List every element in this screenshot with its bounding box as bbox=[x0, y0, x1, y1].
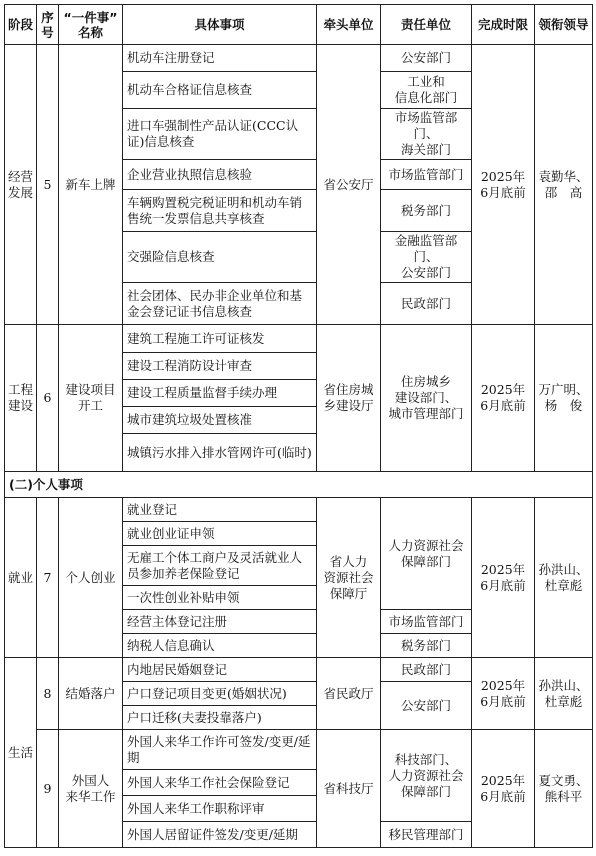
item-cell: 经营主体登记注册 bbox=[123, 610, 317, 634]
item-cell: 企业营业执照信息核验 bbox=[123, 160, 317, 190]
item-cell: 纳税人信息确认 bbox=[123, 634, 317, 658]
resp-cell: 市场监管部门 bbox=[381, 610, 472, 634]
item-cell: 建筑工程施工许可证核发 bbox=[123, 325, 317, 353]
deadline-cell: 2025年 6月底前 bbox=[472, 325, 535, 472]
item-cell: 机动车合格证信息核查 bbox=[123, 72, 317, 109]
item-cell: 城镇污水排入排水管网许可(临时) bbox=[123, 434, 317, 472]
deadline-cell: 2025年 6月底前 bbox=[472, 498, 535, 658]
header-item: 具体事项 bbox=[123, 5, 317, 45]
leader-cell: 孙洪山、 杜章彪 bbox=[535, 658, 593, 730]
item-cell: 外国人居留证件签发/变更/延期 bbox=[123, 822, 317, 848]
deadline-cell: 2025年 6月底前 bbox=[472, 730, 535, 848]
matter-cell: 建设项目 开工 bbox=[59, 325, 123, 472]
resp-cell: 民政部门 bbox=[381, 283, 472, 325]
resp-cell: 科技部门、 人力资源社会 保障部门 bbox=[381, 730, 472, 822]
table-row bbox=[5, 45, 593, 72]
resp-cell: 市场监管部门 bbox=[381, 160, 472, 190]
stage-cell: 工程 建设 bbox=[5, 325, 37, 472]
matter-cell: 个人创业 bbox=[59, 498, 123, 658]
matters-table bbox=[4, 4, 593, 848]
header-matter: “一件事” 名称 bbox=[59, 5, 123, 45]
header-leader: 领衔领导 bbox=[535, 5, 593, 45]
table-row bbox=[5, 658, 593, 682]
item-cell: 户口迁移(夫妻投靠落户) bbox=[123, 706, 317, 730]
item-cell: 交强险信息核查 bbox=[123, 232, 317, 283]
lead-cell: 省人力 资源社会 保障厅 bbox=[317, 498, 381, 658]
item-cell: 城市建筑垃圾处置核准 bbox=[123, 407, 317, 434]
leader-cell: 万广明、 杨 俊 bbox=[535, 325, 593, 472]
resp-cell: 住房城乡 建设部门、 城市管理部门 bbox=[381, 325, 472, 472]
header-resp: 责任单位 bbox=[381, 5, 472, 45]
item-cell: 就业创业证申领 bbox=[123, 522, 317, 546]
lead-cell: 省科技厅 bbox=[317, 730, 381, 848]
resp-cell: 工业和 信息化部门 bbox=[381, 72, 472, 109]
matter-cell: 外国人 来华工作 bbox=[59, 730, 123, 848]
header-no: 序 号 bbox=[37, 5, 59, 45]
no-cell: 5 bbox=[37, 45, 59, 325]
resp-cell: 民政部门 bbox=[381, 658, 472, 682]
header-stage: 阶段 bbox=[5, 5, 37, 45]
item-cell: 就业登记 bbox=[123, 498, 317, 522]
deadline-cell: 2025年 6月底前 bbox=[472, 45, 535, 325]
item-cell: 无雇工个体工商户及灵活就业人员参加养老保险登记 bbox=[123, 546, 317, 586]
header-deadline: 完成时限 bbox=[472, 5, 535, 45]
item-cell: 外国人来华工作许可签发/变更/延期 bbox=[123, 730, 317, 770]
item-cell: 社会团体、民办非企业单位和基金会登记证书信息核查 bbox=[123, 283, 317, 325]
header-row bbox=[5, 5, 593, 45]
item-cell: 内地居民婚姻登记 bbox=[123, 658, 317, 682]
deadline-cell: 2025年 6月底前 bbox=[472, 658, 535, 730]
item-cell: 一次性创业补贴申领 bbox=[123, 586, 317, 610]
stage-cell: 就业 bbox=[5, 498, 37, 658]
table-row bbox=[5, 325, 593, 353]
item-cell: 机动车注册登记 bbox=[123, 45, 317, 72]
item-cell: 户口登记项目变更(婚姻状况) bbox=[123, 682, 317, 706]
table-row bbox=[5, 730, 593, 770]
matter-cell: 新车上牌 bbox=[59, 45, 123, 325]
item-cell: 车辆购置税完税证明和机动车销售统一发票信息共享核查 bbox=[123, 190, 317, 232]
resp-cell: 人力资源社会 保障部门 bbox=[381, 498, 472, 610]
section-row bbox=[5, 472, 593, 498]
item-cell: 外国人来华工作社会保险登记 bbox=[123, 770, 317, 796]
lead-cell: 省民政厅 bbox=[317, 658, 381, 730]
stage-cell: 生活 bbox=[5, 658, 37, 848]
stage-cell: 经营 发展 bbox=[5, 45, 37, 325]
lead-cell: 省公安厅 bbox=[317, 45, 381, 325]
leader-cell: 袁勤华、 邵 高 bbox=[535, 45, 593, 325]
item-cell: 建设工程消防设计审查 bbox=[123, 353, 317, 380]
header-lead: 牵头单位 bbox=[317, 5, 381, 45]
leader-cell: 夏文勇、 熊科平 bbox=[535, 730, 593, 848]
resp-cell: 税务部门 bbox=[381, 190, 472, 232]
matter-cell: 结婚落户 bbox=[59, 658, 123, 730]
resp-cell: 市场监管部门、 海关部门 bbox=[381, 109, 472, 160]
resp-cell: 公安部门 bbox=[381, 682, 472, 730]
no-cell: 9 bbox=[37, 730, 59, 848]
resp-cell: 金融监管部门、 公安部门 bbox=[381, 232, 472, 283]
table-row bbox=[5, 498, 593, 522]
leader-cell: 孙洪山、 杜章彪 bbox=[535, 498, 593, 658]
section-title: (二)个人事项 bbox=[5, 472, 593, 498]
item-cell: 进口车强制性产品认证(CCC认证)信息核查 bbox=[123, 109, 317, 160]
resp-cell: 移民管理部门 bbox=[381, 822, 472, 848]
no-cell: 7 bbox=[37, 498, 59, 658]
resp-cell: 公安部门 bbox=[381, 45, 472, 72]
item-cell: 外国人来华工作职称评审 bbox=[123, 796, 317, 822]
lead-cell: 省住房城 乡建设厅 bbox=[317, 325, 381, 472]
no-cell: 6 bbox=[37, 325, 59, 472]
no-cell: 8 bbox=[37, 658, 59, 730]
item-cell: 建设工程质量监督手续办理 bbox=[123, 380, 317, 407]
resp-cell: 税务部门 bbox=[381, 634, 472, 658]
